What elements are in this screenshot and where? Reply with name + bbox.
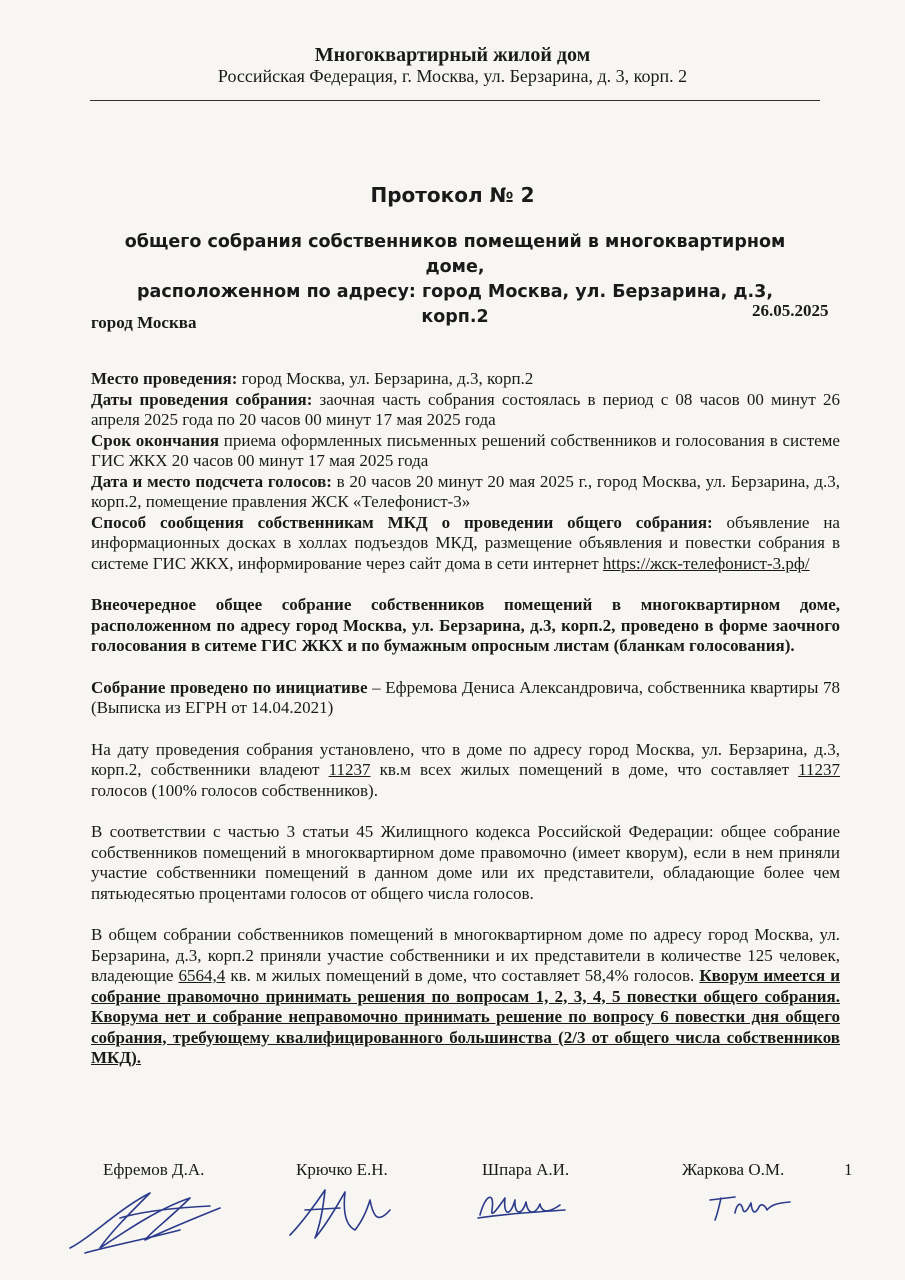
ownership-area: 11237 — [328, 760, 371, 779]
header-address: Российская Федерация, г. Москва, ул. Берзарина, д. 3, корп. 2 — [217, 66, 688, 86]
place-label: Место проведения: — [91, 369, 238, 388]
document-body — [91, 369, 840, 1069]
ownership-paragraph — [91, 740, 840, 802]
header-divider — [90, 100, 820, 101]
protocol-title: Протокол № 2 — [370, 183, 535, 207]
deadline-label: Срок окончания — [91, 430, 220, 450]
header-title: Многоквартирный жилой дом — [314, 44, 591, 66]
place-value: город Москва, ул. Берзарина, д.3, корп.2 — [237, 369, 534, 388]
page-number: 1 — [844, 1160, 853, 1179]
signature-1-image — [60, 1178, 230, 1258]
count-field — [91, 472, 840, 513]
participation-paragraph — [91, 925, 840, 1069]
count-value: в 20 часов 20 минут 20 мая 2025 г., город Москва, ул. Берзарина, д.3, корп.2, помещение правления ЖСК «Телефонист-3» — [91, 471, 840, 511]
deadline-field — [91, 431, 840, 472]
document-date: 26.05.2025 — [752, 301, 829, 320]
signature-name-1: Ефремов Д.А. — [103, 1160, 205, 1179]
protocol-subtitle-line1: общего собрания собственников помещений в многоквартирном доме, — [124, 232, 786, 277]
notify-field — [91, 513, 840, 575]
notify-value: объявление на информационных досках в холлах подъездов МКД, размещение объявления и повестки собрания в системе ГИС ЖКХ, информирование через сайт дома в сети интернет — [91, 512, 840, 573]
participation-text-2: кв. м жилых помещений в доме, что составляет 58,4% голосов. — [225, 966, 700, 985]
dates-field — [91, 390, 840, 431]
count-label: Дата и место подсчета голосов: — [91, 471, 332, 491]
initiative-value: – Ефремова Дениса Александровича, собственника квартиры 78 (Выписка из ЕГРН от 14.04.2021) — [91, 677, 840, 717]
initiative-paragraph — [91, 678, 840, 719]
ownership-text-1: На дату проведения собрания установлено, что в доме по адресу город Москва, ул. Берзарина, д.3, корп.2, собственники владеют — [91, 739, 840, 779]
ownership-votes: 11237 — [798, 760, 840, 779]
quorum-law-paragraph: В соответствии с частью 3 статьи 45 Жилищного кодекса Российской Федерации: общее собрание собственников помещений в многоквартирном доме правомочно (имеет кворум), если в нем приняли участие собственники помещений в данном доме или их представители, обладающие более чем пятьюдесятью процентами голосов от общего числа голосов. — [91, 822, 840, 903]
signature-name-2: Крючко Е.Н. — [296, 1160, 388, 1179]
initiative-label: Собрание проведено по инициативе — [91, 677, 368, 697]
notify-label: Способ сообщения собственникам МКД о проведении общего собрания: — [91, 512, 713, 532]
meeting-form-text: Внеочередное общее собрание собственников помещений в многоквартирном доме, расположенном по адресу город Москва, ул. Берзарина, д.3, корп.2, проведено в форме заочного голосования в ситеме ГИС ЖКХ и по бумажным опросным листам (бланкам голосования). — [91, 595, 840, 655]
website-link[interactable]: https://жск-телефонист-3.рф/ — [602, 553, 810, 573]
signature-3-image — [470, 1180, 570, 1230]
deadline-value: приема оформленных письменных решений собственников и голосования в системе ГИС ЖКХ 20 часов 00 минут 17 мая 2025 года — [91, 430, 840, 470]
signature-name-3: Шпара А.И. — [482, 1160, 570, 1179]
signature-4-image — [705, 1185, 795, 1225]
place-field — [91, 369, 840, 390]
protocol-subtitle-line2: расположенном по адресу: город Москва, ул. Берзарина, д.3, корп.2 — [137, 282, 773, 327]
protocol-subtitle — [110, 230, 800, 330]
ownership-text-3: голосов (100% голосов собственников). — [91, 780, 378, 800]
quorum-conclusion: Кворум имеется и собрание правомочно принимать решения по вопросам 1, 2, 3, 4, 5 повестки общего собрания. Кворума нет и собрание неправомочно принимать решение по вопросу 6 повестки дня общего собрания, требующему квалифицированного большинства (2/3 от общего числа собственников МКД). — [91, 966, 841, 1067]
participation-area: 6564,4 — [178, 966, 226, 985]
participation-text-1: В общем собрании собственников помещений в многоквартирном доме по адресу город Москва, ул. Берзарина, д.3, корп.2 приняли участие собственники и их представители в количестве 125 человек, владеющие — [91, 925, 840, 985]
city-label: город Москва — [91, 313, 197, 332]
dates-value: заочная часть собрания состоялась в период с 08 часов 00 минут 26 апреля 2025 года по 20 часов 00 минут 17 мая 2025 года — [91, 389, 840, 429]
ownership-text-2: кв.м всех жилых помещений в доме, что составляет — [370, 760, 799, 779]
signature-name-4: Жаркова О.М. — [682, 1160, 785, 1179]
meeting-form-paragraph — [91, 595, 840, 657]
dates-label: Даты проведения собрания: — [91, 389, 313, 409]
signature-2-image — [285, 1180, 395, 1245]
